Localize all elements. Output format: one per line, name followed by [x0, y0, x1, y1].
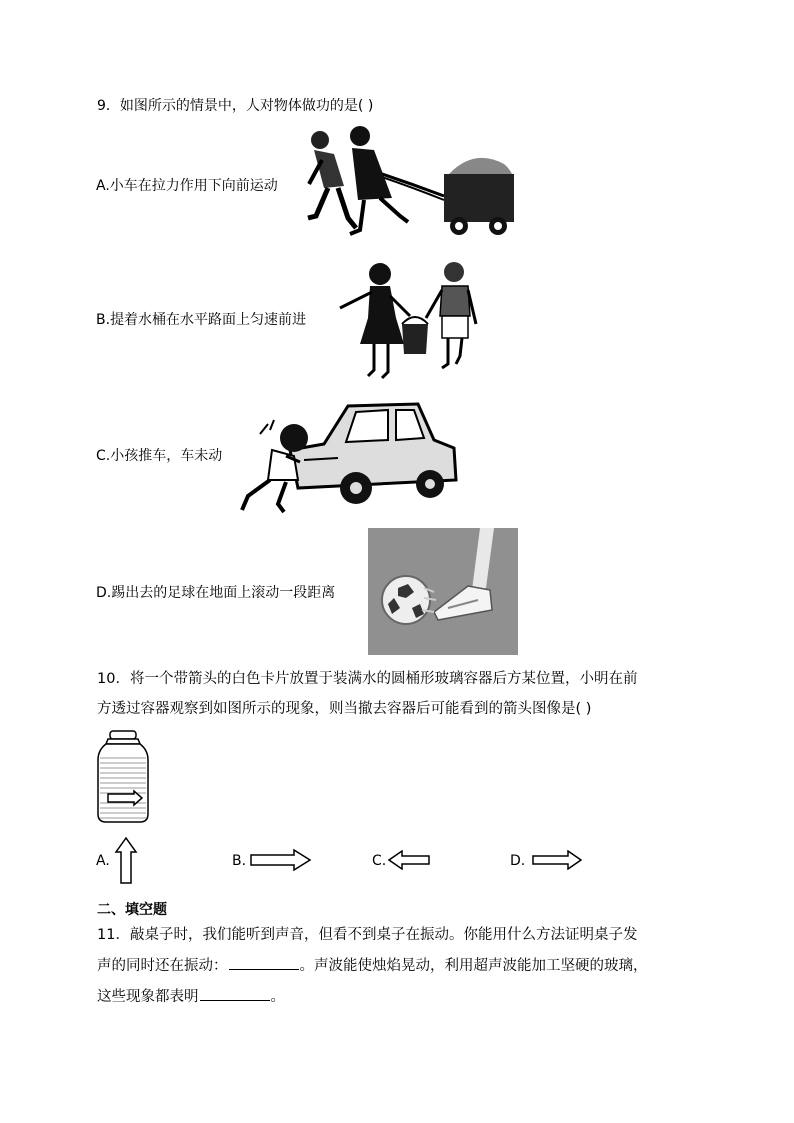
- section-heading: 二、填空题: [97, 902, 167, 918]
- q9-option-a: [96, 176, 278, 196]
- kids-carrying-bucket-image: [338, 260, 480, 382]
- option-letter: A.: [96, 178, 110, 194]
- water-container-figure: [96, 730, 150, 824]
- q10-option-a-label: A.: [96, 853, 110, 869]
- q10-option-b-label: B.: [232, 853, 247, 869]
- q9-option-c: [96, 446, 222, 466]
- option-text: 小孩推车，车未动: [110, 448, 223, 464]
- q11-line-2: [97, 951, 648, 981]
- option-letter: D.: [96, 585, 112, 601]
- q11-line-1: 11．敲桌子时，我们能听到声音，但看不到桌子在振动。你能用什么方法证明桌子发: [97, 927, 638, 943]
- answer-blank-2[interactable]: [200, 986, 270, 1001]
- arrow-right-option-b: [250, 849, 312, 871]
- q9-option-b: [96, 310, 306, 330]
- q9-option-d: [96, 583, 335, 603]
- q11-line-3: [97, 982, 285, 1012]
- q10-option-d-label: D.: [510, 853, 526, 869]
- soccer-ball-kick-photo: [368, 528, 518, 655]
- q11-text-part: 声的同时还在振动：: [97, 958, 228, 974]
- arrow-left-option-c: [388, 850, 430, 870]
- kids-pulling-cart-image: [304, 126, 520, 242]
- q10-option-c-label: C.: [372, 853, 387, 869]
- q9-stem: 9．如图所示的情景中，人对物体做功的是( ): [97, 98, 374, 114]
- option-text: 踢出去的足球在地面上滚动一段距离: [111, 585, 336, 601]
- option-letter: C.: [96, 448, 111, 464]
- q10-line-1: 10．将一个带箭头的白色卡片放置于装满水的圆桶形玻璃容器后方某位置，小明在前: [97, 671, 638, 687]
- q11-text-part: 这些现象都表明: [97, 989, 199, 1005]
- q11-text-part: 。声波能使烛焰晃动，利用超声波能加工坚硬的玻璃，: [299, 958, 648, 974]
- arrow-up-option-a: [114, 836, 138, 884]
- arrow-right-option-d: [532, 850, 582, 870]
- child-pushing-car-image: [238, 400, 460, 516]
- answer-blank-1[interactable]: [229, 955, 299, 970]
- q10-line-2: 方透过容器观察到如图所示的现象，则当撤去容器后可能看到的箭头图像是( ): [97, 701, 592, 717]
- option-text: 小车在拉力作用下向前运动: [109, 178, 278, 194]
- option-letter: B.: [96, 312, 111, 328]
- option-text: 提着水桶在水平路面上匀速前进: [110, 312, 307, 328]
- q11-text-part: 。: [270, 989, 285, 1005]
